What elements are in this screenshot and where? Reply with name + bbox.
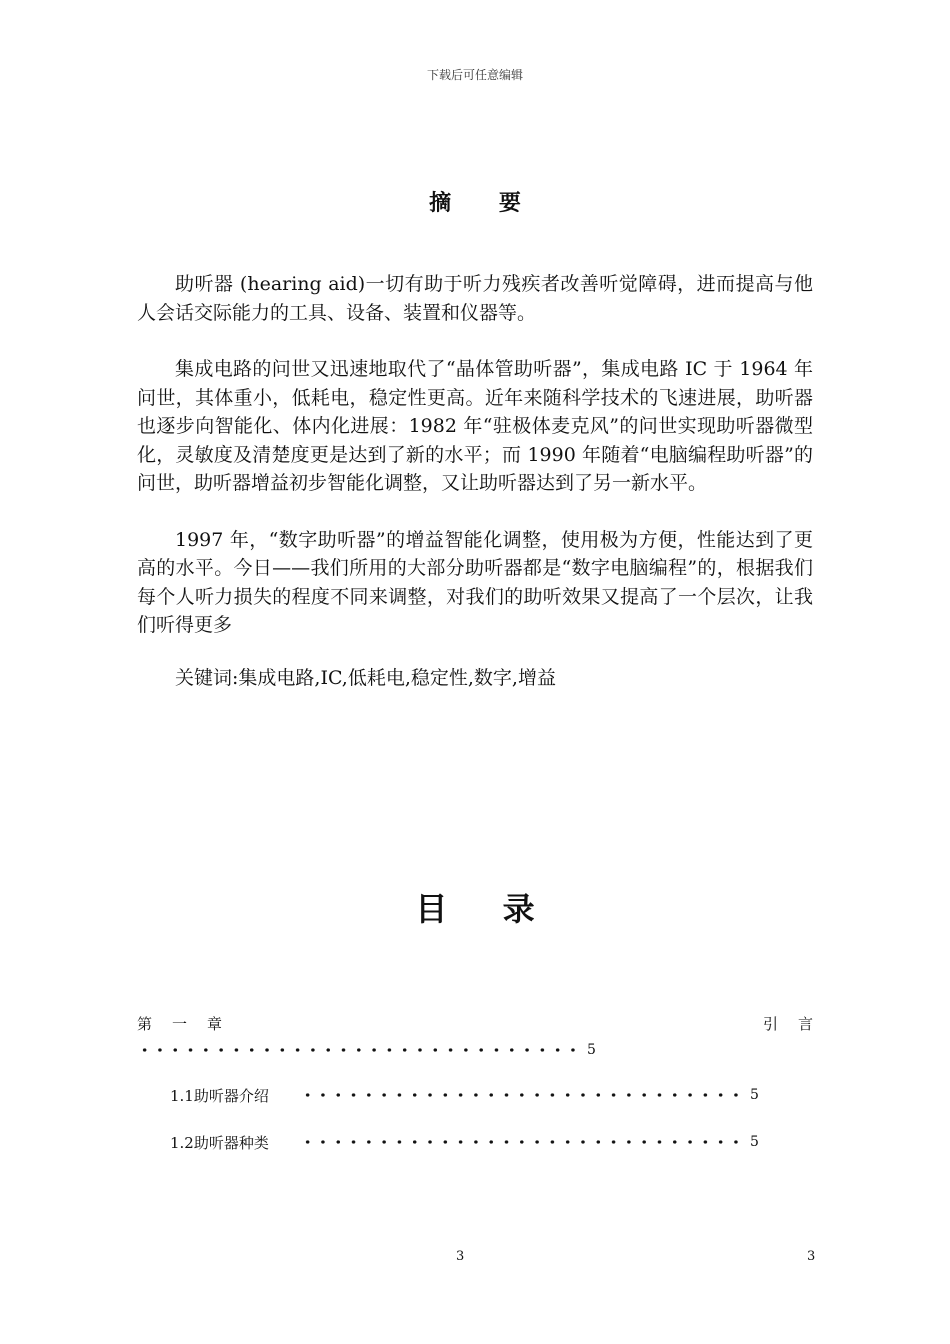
footer-page-number-center: 3 [456, 1249, 465, 1264]
toc-chapter-label: 第一章 [137, 1015, 243, 1033]
toc-section-label: 1.2助听器种类 [170, 1133, 269, 1152]
toc-section-page: 5 [750, 1134, 759, 1150]
toc-title: 目 录 [415, 890, 557, 928]
abstract-body [137, 270, 813, 720]
dot-leader [300, 1093, 746, 1097]
toc-section-entry[interactable] [170, 1131, 770, 1153]
dot-leader [300, 1140, 746, 1144]
toc-chapter-title: 引言 [762, 1015, 833, 1033]
toc-chapter-entry[interactable] [137, 1013, 833, 1035]
dot-leader [137, 1048, 583, 1052]
keywords: 关键词:集成电路,IC,低耗电,稳定性,数字,增益 [175, 666, 556, 689]
abstract-paragraph-3: 1997 年，“数字助听器”的增益智能化调整，使用极为方便，性能达到了更高的水平。今日——我们所用的大部分助听器都是“数字电脑编程”的，根据我们每个人听力损失的程度不同来调整，对我们的助听效果又提高了一个层次，让我们听得更多 [137, 528, 813, 636]
toc-chapter-leader-line [137, 1039, 617, 1061]
toc-section-page: 5 [750, 1087, 759, 1103]
header-note: 下载后可任意编辑 [426, 68, 523, 82]
abstract-paragraph-1: 助听器 (hearing aid)一切有助于听力残疾者改善听觉障碍，进而提高与他人会话交际能力的工具、设备、装置和仪器等。 [137, 273, 813, 324]
footer-page-number-right: 3 [807, 1249, 816, 1264]
abstract-title: 摘 要 [429, 190, 541, 216]
toc-section-entry[interactable] [170, 1084, 770, 1106]
toc-chapter-page: 5 [587, 1042, 596, 1058]
toc-section-label: 1.1助听器介绍 [170, 1086, 269, 1105]
abstract-paragraph-2: 集成电路的问世又迅速地取代了“晶体管助听器”，集成电路 IC 于 1964 年问世，其体重小，低耗电，稳定性更高。近年来随科学技术的飞速进展，助听器也逐步向智能化、体内化进展：1982 年“驻极体麦克风”的问世实现助听器微型化，灵敏度及清楚度更是达到了新的水平；而 1990 年随着“电脑编程助听器”的问世，助听器增益初步智能化调整，又让助听器达到了另一新水平。 [137, 358, 813, 494]
